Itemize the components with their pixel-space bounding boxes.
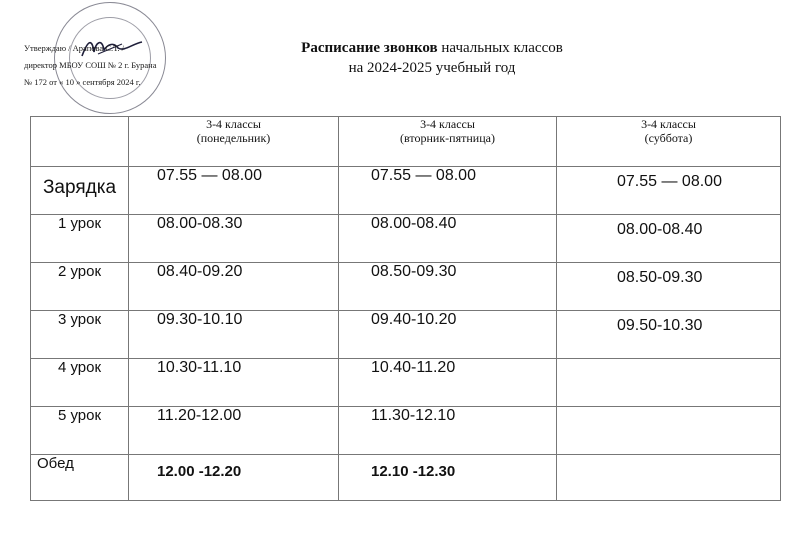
header-days: (понедельник) — [196, 131, 271, 145]
row-label: 1 урок — [31, 215, 129, 263]
header-days: (суббота) — [644, 131, 693, 145]
row-label: Зарядка — [31, 167, 129, 215]
header-days: (вторник-пятница) — [400, 131, 495, 145]
row-label: 5 урок — [31, 407, 129, 455]
row-label: 2 урок — [31, 263, 129, 311]
time-tue-fri: 08.00-08.40 — [339, 215, 557, 263]
title-year: на 2024-2025 учебный год — [348, 60, 516, 76]
table-row — [31, 455, 781, 501]
time-saturday — [557, 407, 781, 455]
time-tue-fri: 12.10 -12.30 — [339, 455, 557, 501]
time-tue-fri: 08.50-09.30 — [339, 263, 557, 311]
header-row — [31, 117, 781, 167]
row-label: 3 урок — [31, 311, 129, 359]
time-saturday: 07.55 — 08.00 — [557, 167, 781, 215]
time-saturday: 08.00-08.40 — [557, 215, 781, 263]
time-tue-fri: 07.55 — 08.00 — [339, 167, 557, 215]
time-monday: 07.55 — 08.00 — [129, 167, 339, 215]
table-row — [31, 167, 781, 215]
time-monday: 10.30-11.10 — [129, 359, 339, 407]
approval-line-1: Утверждаю / Арапова С.Т. / — [24, 43, 125, 53]
title-rest: начальных классов — [437, 40, 563, 56]
time-tue-fri: 09.40-10.20 — [339, 311, 557, 359]
table-row — [31, 311, 781, 359]
table-row — [31, 359, 781, 407]
approval-block — [24, 40, 229, 91]
row-label: 4 урок — [31, 359, 129, 407]
time-monday: 08.40-09.20 — [129, 263, 339, 311]
time-saturday — [557, 359, 781, 407]
time-tue-fri: 11.30-12.10 — [339, 407, 557, 455]
time-tue-fri: 10.40-11.20 — [339, 359, 557, 407]
page-title — [232, 38, 632, 78]
bell-schedule-table — [30, 116, 781, 501]
header-saturday — [557, 117, 781, 167]
time-monday: 12.00 -12.20 — [129, 455, 339, 501]
header-tue-fri — [339, 117, 557, 167]
header-monday — [129, 117, 339, 167]
time-monday: 08.00-08.30 — [129, 215, 339, 263]
table-row — [31, 263, 781, 311]
table-row — [31, 407, 781, 455]
approval-line-3: № 172 от « 10 » сентября 2024 г. — [24, 77, 141, 87]
time-monday: 09.30-10.10 — [129, 311, 339, 359]
row-label: Обед — [31, 455, 129, 501]
time-monday: 11.20-12.00 — [129, 407, 339, 455]
header-grade: 3-4 классы — [206, 117, 261, 131]
time-saturday — [557, 455, 781, 501]
title-bold: Расписание звонков — [301, 40, 438, 56]
approval-line-2: директор МБОУ СОШ № 2 г. Бурана — [24, 60, 157, 70]
header-grade: 3-4 классы — [420, 117, 475, 131]
header-empty — [31, 117, 129, 167]
time-saturday: 09.50-10.30 — [557, 311, 781, 359]
header-grade: 3-4 классы — [641, 117, 696, 131]
time-saturday: 08.50-09.30 — [557, 263, 781, 311]
table-row — [31, 215, 781, 263]
